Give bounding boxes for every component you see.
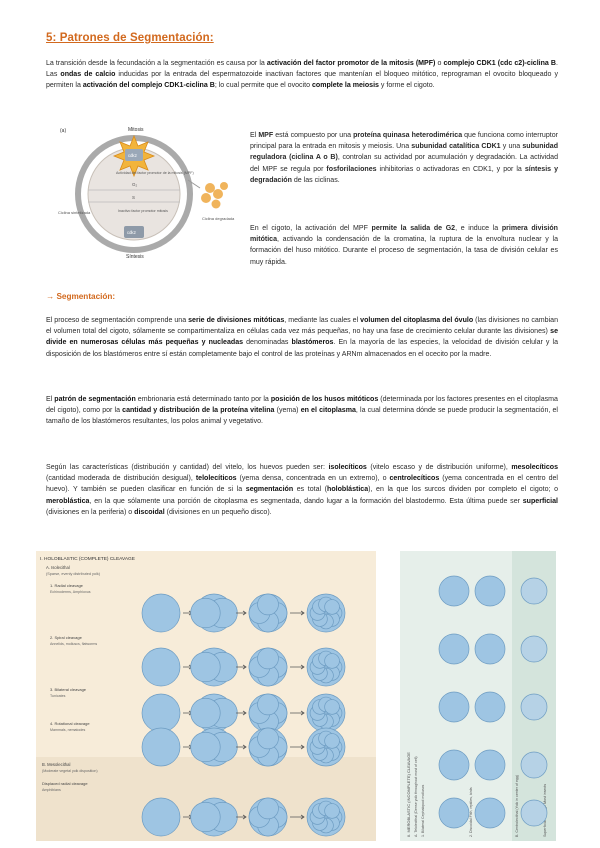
blastomere [325,654,340,669]
embryo-cell [142,798,180,836]
bold-term: telolecíticos [195,475,237,483]
fig3-col1a: A. Telolecithal (Dense yolk throughout most of cell) [414,756,418,837]
fig1-mitosis-label: Mitosis [128,127,144,133]
segmentation-paragraph-3 [46,462,558,518]
bold-term: permite la salida de G2 [371,225,456,232]
bold-term: síntesis y degradación [250,165,558,184]
telolecithal-cell [439,576,469,606]
bold-term: activación del factor promotor de la mitosis (MPF) [266,60,436,67]
blastomere [325,700,340,715]
centrolecithal-cell [521,752,547,778]
fig2-row0-label: A. Isolecithal [46,565,70,570]
blastomere [258,798,279,819]
text-run: está compuesto por una [273,132,354,139]
telolecithal-cell [439,692,469,722]
fig1-panel-label: (a) [60,128,67,134]
meroblastic-cleavage-figure [400,551,556,841]
text-run: (yema densa, concentrada en un extremo), o [236,475,390,483]
discoidal-cell [475,576,505,606]
bold-term: subunidad reguladora (ciclina A o B) [250,143,558,162]
discoidal-cell [475,750,505,780]
stage-arrow [290,611,304,615]
text-run: (cantidad moderada de distribución desigual), [46,475,196,483]
segmentation-paragraph-1 [46,315,558,360]
embryo-cell [142,694,180,732]
bold-term: se divide en numerosas células más pequeñas y nucleadas [46,328,558,347]
page-title: 5: Patrones de Segmentación: [46,32,214,44]
fig2-row4-sub: Mammals, nematodes [50,728,86,732]
text-run: , mediante las cuales el [284,317,361,324]
blastomere [258,728,279,749]
fig2-row0-sub: (Sparse, evenly distributed yolk) [46,572,101,576]
text-run: (determinada por los factores presentes en el citoplasma del cigoto), como por la [46,396,558,415]
bold-term: fosforilaciones [326,165,377,173]
fig2-row1-label: 1. Radial cleavage [50,583,83,588]
bold-term: blastómeros [291,339,334,347]
fig3-col1c: 2. Discoidal Fish, reptiles, birds [469,787,473,837]
embryo-cell [142,728,180,766]
bold-term: serie de divisiones mitóticas [188,317,285,324]
fig1-active-text: Actividad del factor promotor de la mitosis (MPF) [116,171,194,175]
centrolecithal-cell [521,636,547,662]
bold-term: meroblástica [46,497,90,505]
fig1-s: S [132,195,136,200]
blastomere [191,652,221,682]
text-run: , controlan su actividad por acumulación y degradación. La actividad del MPF se regula por [250,154,558,173]
embryo-cell [142,648,180,686]
blastomere [191,802,221,832]
bold-term: activación del complejo CDK1-ciclina B [82,82,215,90]
degraded-cyclin-icon [201,182,228,209]
text-run: ), en la que los surcos dividen por completo el cigoto; o [368,486,558,494]
text-run: y forme el cigoto. [378,82,435,90]
text-run: (divisiones en la periferia) o [46,508,135,516]
bold-term: holoblástica [327,486,369,494]
fig1-cdk-top: cdk2 [128,153,137,158]
fig2-row2-sub: Annelids, molluscs, flatworms [50,642,98,646]
text-run: El [46,396,55,403]
text-run: que funciona como interruptor principal para la entrada en mitosis y meiosis. Una [250,132,558,151]
bold-term: ondas de calcio [60,71,116,79]
text-run: El proceso de segmentación comprende una [46,317,189,324]
intro-paragraph [46,58,558,92]
text-run: o [435,60,444,67]
text-run: , en la que sólamente una porción de citoplasma es segmentada, dando lugar a la formación del blastodermo. Esta última puede ser [89,497,523,505]
text-run: inhibitorias o activadoras en CDK1, y por la [376,165,525,173]
stage-arrow [290,711,304,715]
fig2-row3-sub: Tunicates [50,694,66,698]
discoidal-cell [475,692,505,722]
bold-term: cantidad y distribución de la proteína vitelina [122,407,275,415]
fig1-cdk-bottom: cdk2 [127,230,136,235]
mpf-paragraph [250,130,558,186]
fig2-row1-sub: Echinoderms, Amphioxus [50,590,91,594]
bold-term: isolecíticos [328,464,367,471]
fig1-inactive-text: Inactivo factor promotor mitosis [118,209,168,213]
text-run: ; lo cual permite que el ovocito [214,82,312,90]
blastomere [325,804,340,819]
text-run: , activando la condensación de la cromatina, la ruptura de la envoltura nuclear y la formación del huso mitótico. Durante el proceso de segmentación, la tasa de división celular es muy rápida. [250,236,558,266]
text-run: (las divisiones no cambian el volumen total del cigoto, sólamente se compartimentaliza en células cada vez más pequeñas, no hay una fase de crecimiento celular durante las divisiones) [46,317,558,336]
segmentation-paragraph-2 [46,394,558,428]
fig2-row6-sub: Amphibians [42,788,61,792]
bold-term: primera división mitótica [250,225,558,244]
blastomere [258,594,279,615]
fig2-row6-label: Displaced radial cleavage [42,781,88,786]
fig3-col2: B. Centrolecithal (Yolk in center of egg) [515,774,519,837]
bold-term: en el citoplasma [300,407,356,415]
centrolecithal-cell [521,800,547,826]
text-run: (vitelo escaso y de distribución uniforme), [366,464,512,471]
blastomere [191,598,221,628]
text-run: de las ciclinas. [291,176,340,184]
text-run: , la cual determina dónde se puede producir la segmentación, el tamaño de los blastómeros resultantes, los polos animal y vegetativo. [46,407,558,426]
fig2-row2-label: 2. Spiral cleavage [50,635,82,640]
stage-arrow [290,745,304,749]
holoblastic-cleavage-figure [36,551,376,841]
telolecithal-cell [439,750,469,780]
blastomere [325,734,340,749]
text-run: La transición desde la fecundación a la segmentación es causa por la [46,60,267,67]
bold-term: MPF [258,132,274,139]
bold-term: mesolecíticos [511,464,558,471]
text-run: (divisiones en un pequeño disco). [164,508,272,516]
centrolecithal-cell [521,578,547,604]
fig2-row5-label: B. Mesolecithal [42,762,71,767]
bold-term: proteína quinasa heterodimérica [353,132,463,139]
fig3-col1b: 1. Bilateral Cephalopod molluscs [421,784,425,837]
embryo-cell [142,594,180,632]
text-run: inducidas por la entrada del espermatozoide inactivan factores que mantenían el bloqueo mitótico, reprograman el ovocito bloqueado y permiten la [46,71,558,90]
fig3-col1-title: II. MEROBLASTIC (INCOMPLETE) CLEAVAGE [406,752,411,837]
text-run: . En la mayoría de las especies, la velocidad de división celular y la disposición de los blastómeros entre sí están completamente bajo el control de las proteínas y ARNm almacenados en el ocecito por la madre. [46,339,559,358]
fig2-row4-label: 4. Rotational cleavage [50,721,90,726]
text-run: es total ( [293,486,328,494]
bold-term: segmentación [245,486,294,494]
fig2-row3-label: 3. Bilateral cleavage [50,687,87,692]
discoidal-cell [475,798,505,828]
fig1-sintesis: Síntesis [126,254,144,260]
text-run: En el cigoto, la activación del MPF [250,225,372,232]
blastomere [258,694,279,715]
telolecithal-cell [439,798,469,828]
bold-term: volumen del citoplasma del óvulo [360,317,474,324]
telolecithal-cell [439,634,469,664]
bold-term: centrolecíticos [389,475,440,483]
text-run: El [250,132,259,139]
bold-term: complejo CDK1 (cdc c2)-ciclina B [443,60,557,67]
text-run: , e induce la [455,225,502,232]
bold-term: complete la meiosis [311,82,379,90]
fig1-ciclina-degradada: Ciclina degradada [202,216,235,221]
text-run: (yema concentrada en el centro del huevo). Y también se pueden clasificar en función de si la [46,475,558,494]
discoidal-cell [475,634,505,664]
fig2-row5-sub: (Moderate vegetal yolk disposition) [42,769,98,773]
section-heading: → Segmentación: [46,292,116,301]
bold-term: subunidad catalítica CDK1 [411,143,501,151]
text-run: (yema) [274,407,301,415]
blastomere [258,648,279,669]
bold-term: patrón de segmentación [54,396,136,403]
text-run: Según las características (distribución y cantidad) del vitelo, los huevos pueden ser: [46,464,329,471]
cigoto-paragraph [250,223,558,268]
text-run: denominadas [243,339,292,347]
blastomere [325,600,340,615]
mpf-cycle-diagram [58,122,244,264]
text-run: embrionaria está determinado tanto por la [135,396,271,403]
fig2-heading: I. HOLOBLASTIC (COMPLETE) CLEAVAGE [40,557,135,562]
text-run: y una [500,143,523,151]
fig1-ciclina-sintetizada: Ciclina sintetizada [58,210,91,215]
stage-arrow [290,665,304,669]
bold-term: discoidal [134,508,165,516]
bold-term: superficial [522,497,558,505]
text-run: . Las [46,60,558,79]
centrolecithal-cell [521,694,547,720]
bold-term: posición de los husos mitóticos [270,396,379,403]
fig1-g2: G₂ [132,182,138,187]
blastomere [191,732,221,762]
blastomere [191,698,221,728]
